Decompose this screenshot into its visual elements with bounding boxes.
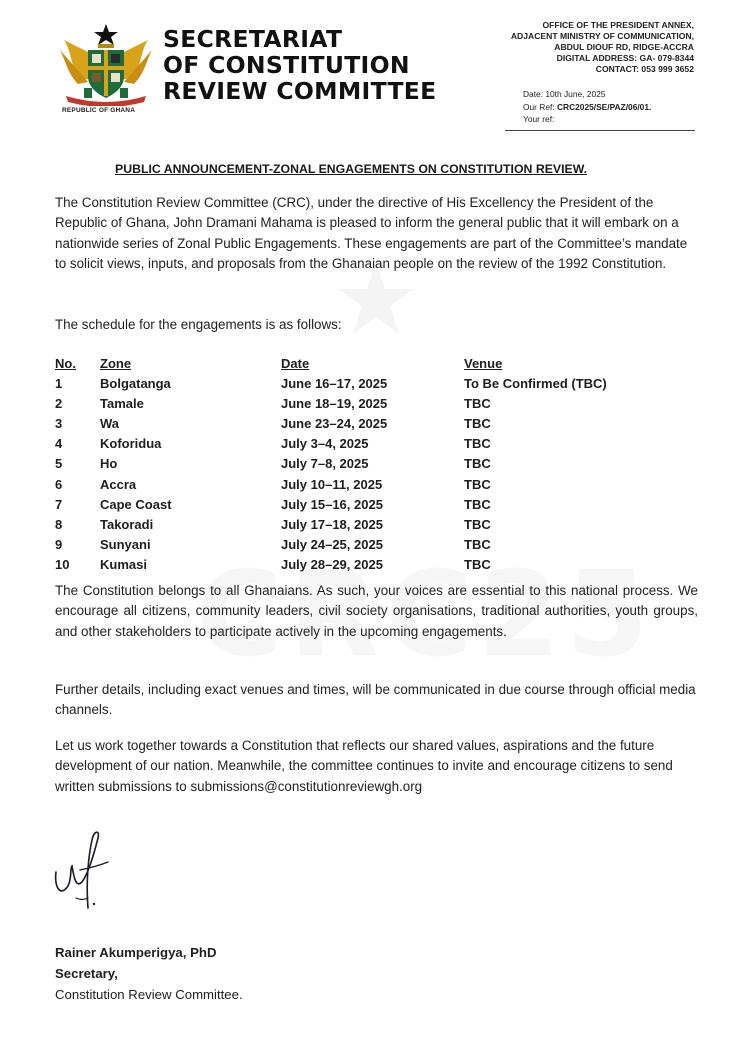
cell-no: 7: [55, 496, 63, 512]
cell-no: 6: [55, 476, 63, 492]
table-row: [55, 475, 695, 495]
cell-date: July 3–4, 2025: [281, 436, 369, 452]
schedule-table: [55, 354, 695, 575]
cell-venue: TBC: [464, 396, 491, 412]
header-venue: Venue: [464, 356, 503, 371]
table-row: [55, 414, 695, 434]
cell-zone: Sunyani: [100, 536, 151, 552]
table-row: [55, 515, 695, 535]
cell-date: June 16–17, 2025: [281, 376, 388, 392]
title-line-2: OF CONSTITUTION: [163, 51, 410, 79]
cell-date: July 7–8, 2025: [281, 456, 369, 472]
intro-paragraph: The Constitution Review Committee (CRC), under the directive of His Excellency the President of the Republic of Ghana, John Dramani Mahama is pleased to inform the general public that it will embark on a nationwide series of Zonal Public Engagements. These engagements are part of the Committee’s mandate to solicit views, inputs, and proposals from the Ghanaian people on the review of the 1992 Constitution.: [55, 195, 688, 272]
address-line-5: CONTACT: 053 999 3652: [595, 64, 694, 74]
cell-no: 3: [55, 416, 63, 432]
cell-no: 5: [55, 456, 63, 472]
your-reference: Your ref:: [523, 114, 555, 124]
our-ref-value: CRC2025/SE/PAZ/06/01.: [556, 101, 652, 112]
table-row: [55, 454, 695, 474]
letter-meta: [523, 88, 651, 126]
cell-zone: Kumasi: [100, 556, 147, 572]
signatory-name: Rainer Akumperigya, PhD: [55, 945, 217, 960]
cell-venue: TBC: [464, 556, 491, 572]
schedule-header-row: [55, 354, 695, 374]
cell-zone: Takoradi: [100, 516, 154, 532]
cell-venue: TBC: [464, 416, 491, 432]
signatory-block: [55, 942, 243, 1005]
cell-zone: Accra: [100, 476, 137, 492]
title-line-1: SECRETARIAT: [163, 25, 343, 53]
cell-zone: Ho: [100, 456, 118, 472]
emblem-caption: REPUBLIC OF GHANA: [62, 107, 136, 114]
cell-venue: TBC: [464, 536, 491, 552]
cell-venue: TBC: [464, 496, 491, 512]
cell-venue: To Be Confirmed (TBC): [464, 376, 607, 392]
cell-date: July 10–11, 2025: [281, 476, 383, 492]
cell-date: July 15–16, 2025: [281, 496, 383, 512]
header-date: Date: [281, 356, 310, 371]
table-row: [55, 495, 695, 515]
header-no: No.: [55, 356, 76, 371]
signatory-organisation: Constitution Review Committee.: [55, 987, 243, 1002]
details-paragraph: Further details, including exact venues and times, will be communicated in due course through official media channels.: [55, 682, 696, 718]
table-row: [55, 434, 695, 454]
address-line-1: OFFICE OF THE PRESIDENT ANNEX,: [542, 20, 694, 30]
cell-zone: Bolgatanga: [100, 376, 171, 392]
cell-zone: Tamale: [100, 396, 144, 412]
header-zone: Zone: [100, 356, 132, 371]
cell-zone: Koforidua: [100, 436, 162, 452]
table-row: [55, 374, 695, 394]
address-line-2: ADJACENT MINISTRY OF COMMUNICATION,: [510, 31, 694, 41]
coat-of-arms-icon: [58, 22, 154, 106]
participation-paragraph: The Constitution belongs to all Ghanaians. As such, your voices are essential to this national process. We encourage all citizens, community leaders, civil society organisations, traditional authorities, youth groups, and other stakeholders to participate actively in the upcoming engagements.: [55, 583, 698, 639]
cell-venue: TBC: [464, 456, 491, 472]
cell-venue: TBC: [464, 476, 491, 492]
header-divider: [505, 130, 695, 131]
letter-date: Date: 10th June, 2025: [523, 89, 606, 99]
table-row: [55, 394, 695, 414]
cell-date: July 28–29, 2025: [281, 556, 383, 572]
table-row: [55, 535, 695, 555]
title-line-3: REVIEW COMMITTEE: [163, 77, 437, 105]
cell-no: 8: [55, 516, 63, 532]
our-reference: [523, 101, 651, 114]
table-row: [55, 555, 695, 575]
cell-zone: Cape Coast: [100, 496, 172, 512]
letterhead-title: [163, 26, 436, 104]
cell-no: 9: [55, 536, 63, 552]
cell-no: 2: [55, 396, 63, 412]
cell-venue: TBC: [464, 516, 491, 532]
cell-no: 10: [55, 556, 70, 572]
office-address: [511, 20, 694, 75]
cell-no: 1: [55, 376, 63, 392]
address-line-3: ABDUL DIOUF RD, RIDGE-ACCRA: [554, 42, 694, 52]
signatory-title: Secretary,: [55, 966, 118, 981]
cell-venue: TBC: [464, 436, 491, 452]
cell-zone: Wa: [100, 416, 120, 432]
cell-no: 4: [55, 436, 63, 452]
cell-date: July 17–18, 2025: [281, 516, 383, 532]
cell-date: June 23–24, 2025: [281, 416, 388, 432]
cell-date: June 18–19, 2025: [281, 396, 388, 412]
cell-date: July 24–25, 2025: [281, 536, 383, 552]
closing-paragraph: Let us work together towards a Constitution that reflects our shared values, aspirations and the future development of our nation. Meanwhile, the committee continues to invite and encourage citizens to send written submissions to submissions@constitutionreviewgh.org: [55, 738, 673, 794]
announcement-headline: PUBLIC ANNOUNCEMENT-ZONAL ENGAGEMENTS ON CONSTITUTION REVIEW.: [115, 162, 588, 176]
signature-icon: [50, 826, 120, 916]
our-ref-label: Our Ref:: [523, 101, 555, 112]
schedule-intro: The schedule for the engagements is as follows:: [55, 317, 342, 332]
address-line-4: DIGITAL ADDRESS: GA- 079-8344: [556, 53, 694, 63]
